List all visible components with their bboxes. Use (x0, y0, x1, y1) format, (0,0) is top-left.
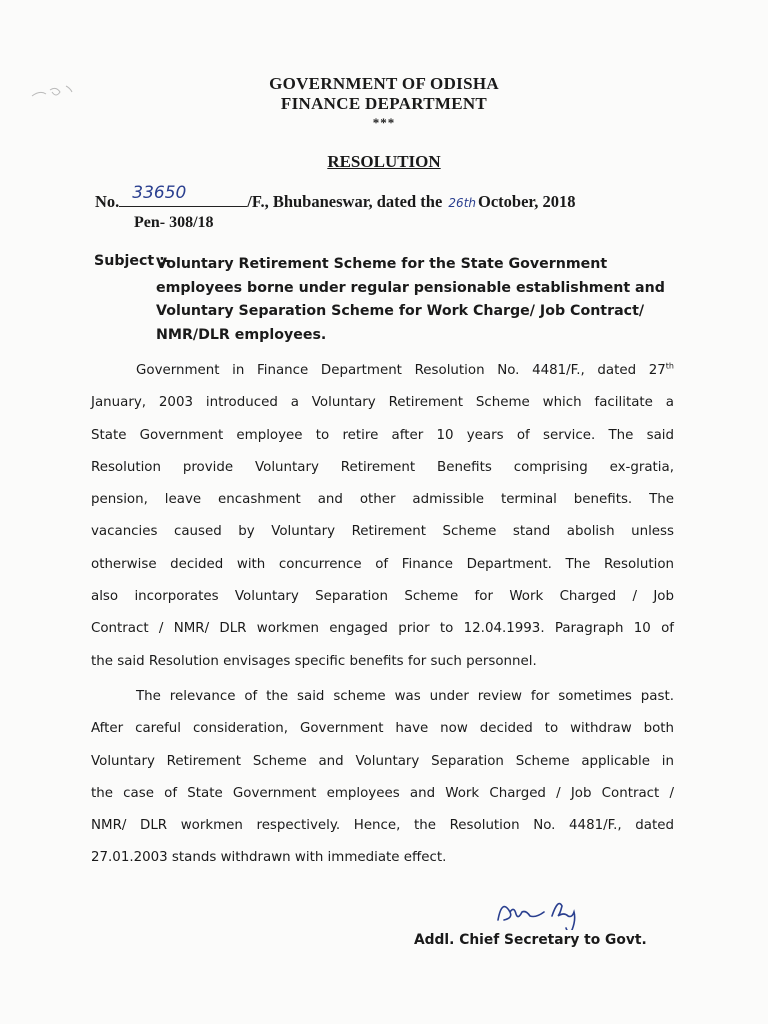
paragraph-1 (91, 355, 674, 678)
separator-stars: *** (372, 115, 396, 130)
department-heading: FINANCE DEPARTMENT (280, 94, 488, 113)
resolution-title: RESOLUTION (327, 152, 441, 171)
place-date-text: /F., Bhubaneswar, dated the (247, 192, 443, 211)
paragraph-line: The relevance of the said scheme was under review for sometimes past. (136, 689, 674, 704)
subject-line: NMR/DLR employees. (156, 326, 327, 343)
paragraph-line: the case of State Government employees and Work Charged / Job Contract / (91, 785, 674, 801)
paragraph-line: vacancies caused by Voluntary Retirement Scheme stand abolish unless (91, 524, 674, 540)
month-year-text: October, 2018 (478, 192, 576, 211)
paragraph-line: NMR/ DLR workmen respectively. Hence, the Resolution No. 4481/F., dated (91, 818, 674, 834)
handwritten-date: 26th (448, 196, 477, 210)
paragraph-2 (91, 681, 674, 875)
paragraph-line: 27.01.2003 stands withdrawn with immediate effect. (91, 850, 447, 866)
subject-line: Voluntary Separation Scheme for Work Charge/ Job Contract/ (156, 303, 645, 319)
reference-number-line (95, 183, 576, 212)
paragraph-line: Government in Finance Department Resolution No. 4481/F., dated 27th (136, 361, 674, 378)
paragraph-line: State Government employee to retire after 10 years of service. The said (91, 427, 674, 443)
paragraph-line: Resolution provide Voluntary Retirement Benefits comprising ex-gratia, (91, 459, 674, 475)
paragraph-line: the said Resolution envisages specific benefits for such personnel. (91, 653, 537, 669)
paragraph-line: Voluntary Retirement Scheme and Voluntary Separation Scheme applicable in (91, 753, 674, 769)
handwritten-number: 33650 (132, 183, 187, 203)
government-heading: GOVERNMENT OF ODISHA (269, 74, 499, 93)
signature-icon (490, 890, 610, 930)
paragraph-line: also incorporates Voluntary Separation Scheme for Work Charged / Job (91, 589, 674, 605)
subject-label: Subject :- (94, 253, 171, 269)
paragraph-line: January, 2003 introduced a Voluntary Retirement Scheme which facilitate a (91, 395, 674, 411)
date-suffix: th (665, 361, 674, 371)
paragraph-line: pension, leave encashment and other admissible terminal benefits. The (91, 492, 674, 508)
number-blank (119, 183, 247, 207)
subject-line: employees borne under regular pensionable establishment and (156, 279, 665, 296)
subject-line: Voluntary Retirement Scheme for the State Government (156, 256, 608, 272)
paragraph-line: otherwise decided with concurrence of Finance Department. The Resolution (91, 556, 674, 572)
subject-text (156, 253, 676, 347)
paragraph-line: After careful consideration, Government have now decided to withdraw both (91, 721, 674, 737)
no-label: No. (95, 192, 120, 211)
pension-reference: Pen- 308/18 (134, 214, 214, 231)
paragraph-line: Contract / NMR/ DLR workmen engaged prior to 12.04.1993. Paragraph 10 of (91, 621, 674, 637)
signatory-designation: Addl. Chief Secretary to Govt. (414, 932, 647, 948)
